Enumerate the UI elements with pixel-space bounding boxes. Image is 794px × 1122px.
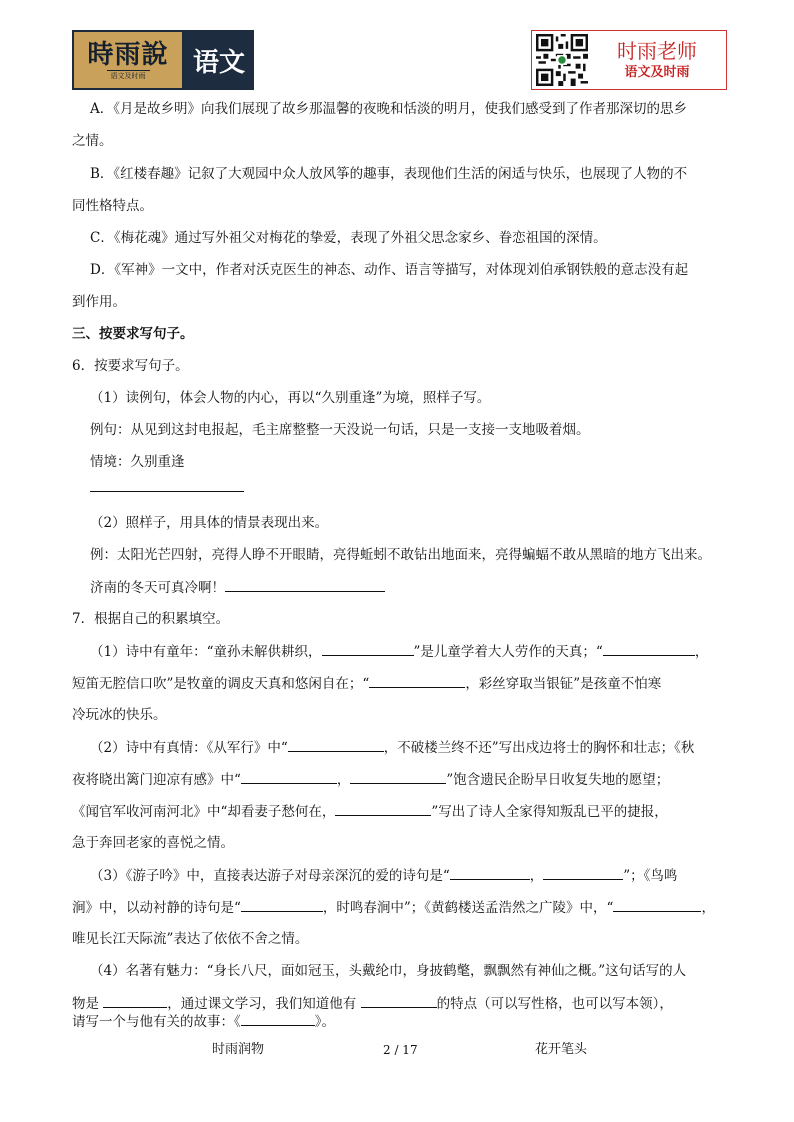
q7-part3-line1: （3）《游子吟》中，直接表达游子对母亲深沉的爱的诗句是“ ， ”；《鸟鸣 <box>90 865 677 886</box>
teacher-badge <box>531 30 727 90</box>
question-7: 7．根据自己的积累填空。 <box>72 611 230 627</box>
answer-blank[interactable] <box>322 641 414 656</box>
answer-blank[interactable] <box>603 641 695 656</box>
answer-blank[interactable] <box>241 769 337 784</box>
question-6: 6．按要求写句子。 <box>72 358 189 374</box>
answer-blank[interactable] <box>103 993 167 1008</box>
option-b: B．《红楼春趣》记叙了大观园中众人放风筝的趣事，表现他们生活的闲适与快乐，也展现了人物的不 <box>90 166 688 182</box>
q6-prompt2: 济南的冬天可真冷啊！ <box>90 577 385 598</box>
answer-blank[interactable] <box>335 801 431 816</box>
q7-part3-line3: 唯见长江天际流”表达了依依不舍之情。 <box>72 931 309 947</box>
q7-part2-line1: （2）诗中有真情：《从军行》中“ ，不破楼兰终不还”写出戍边将士的胸怀和壮志；《秋 <box>90 737 694 758</box>
answer-blank[interactable] <box>450 865 530 880</box>
q7-part1-line3: 冷玩冰的快乐。 <box>72 707 167 723</box>
q7-part2-line3: 《闻官军收河南河北》中“却看妻子愁何在， ”写出了诗人全家得知叛乱已平的捷报， <box>72 801 668 822</box>
q6-situation: 情境：久别重逢 <box>90 454 185 470</box>
brand-logo <box>72 30 254 90</box>
teacher-name: 时雨老师 <box>617 39 697 63</box>
q6-part1: （1）读例句，体会人物的内心，再以“久别重逢”为境，照样子写。 <box>90 390 491 406</box>
section-heading: 三、按要求写句子。 <box>72 326 194 342</box>
q7-part2-line4: 急于奔回老家的喜悦之情。 <box>72 835 234 851</box>
answer-blank[interactable] <box>613 897 701 912</box>
option-a: A．《月是故乡明》向我们展现了故乡那温馨的夜晚和恬淡的明月，使我们感受到了作者那深切的思乡 <box>90 101 687 117</box>
answer-blank[interactable] <box>288 737 384 752</box>
q7-part2-line2: 夜将晓出篱门迎凉有感》中“ ， ”饱含遗民企盼早日收复失地的愿望； <box>72 769 669 790</box>
q6-example2: 例：太阳光芒四射，亮得人睁不开眼睛，亮得蚯蚓不敢钻出地面来，亮得蝙蝠不敢从黑暗的地方飞出来。 <box>90 547 711 563</box>
option-a-cont: 之情。 <box>72 133 113 149</box>
brand-name: 時雨說 <box>87 39 169 70</box>
q7-part4-line2: 物是 ，通过课文学习，我们知道他有 的特点（可以写性格，也可以写本领）， <box>72 993 673 1014</box>
footer-left: 时雨润物 <box>212 1042 265 1057</box>
q6-part2: （2）照样子，用具体的情景表现出来。 <box>90 515 329 531</box>
answer-blank-6-2[interactable] <box>225 577 385 592</box>
brand-tagline: 语文及时雨 <box>107 70 150 81</box>
answer-blank[interactable] <box>369 673 465 688</box>
q7-part4-line3: 请写一个与他有关的故事：《 》。 <box>72 1011 335 1032</box>
q6-example: 例句：从见到这封电报起，毛主席整整一天没说一句话，只是一支接一支地吸着烟。 <box>90 422 590 438</box>
teacher-tagline: 语文及时雨 <box>624 65 690 80</box>
qr-code-icon <box>536 34 588 86</box>
answer-blank[interactable] <box>241 1011 315 1026</box>
q7-part3-line2: 涧》中，以动衬静的诗句是“ ，时鸣春涧中”；《黄鹤楼送孟浩然之广陵》中，“ ， <box>72 897 715 918</box>
q7-part1-line1: （1）诗中有童年：“童孙未解供耕织， ”是儿童学着大人劳作的天真；“ ， <box>90 641 708 662</box>
answer-blank[interactable] <box>350 769 446 784</box>
page-number: 2 / 17 <box>383 1043 418 1057</box>
option-c: C．《梅花魂》通过写外祖父对梅花的挚爱，表现了外祖父思念家乡、眷恋祖国的深情。 <box>90 230 607 246</box>
answer-line-6-1[interactable] <box>90 491 244 492</box>
option-d: D．《军神》一文中，作者对沃克医生的神态、动作、语言等描写，对体现刘伯承钢铁般的意志没有起 <box>90 262 689 278</box>
option-b-cont: 同性格特点。 <box>72 198 153 214</box>
answer-blank[interactable] <box>361 993 437 1008</box>
footer-right: 花开笔头 <box>535 1042 588 1057</box>
teacher-brand <box>588 38 726 82</box>
answer-blank[interactable] <box>543 865 623 880</box>
q7-part4-line1: （4）名著有魅力：“身长八尺，面如冠玉，头戴纶巾，身披鹤氅，飘飘然有神仙之概。”这句话写的人 <box>90 963 687 979</box>
answer-blank[interactable] <box>241 897 323 912</box>
option-d-cont: 到作用。 <box>72 294 126 310</box>
brand-logo-mark <box>72 30 184 90</box>
q7-part1-line2: 短笛无腔信口吹”是牧童的调皮天真和悠闲自在；“ ，彩丝穿取当银钲”是孩童不怕寒 <box>72 673 661 694</box>
subject-label: 语文 <box>184 30 254 90</box>
